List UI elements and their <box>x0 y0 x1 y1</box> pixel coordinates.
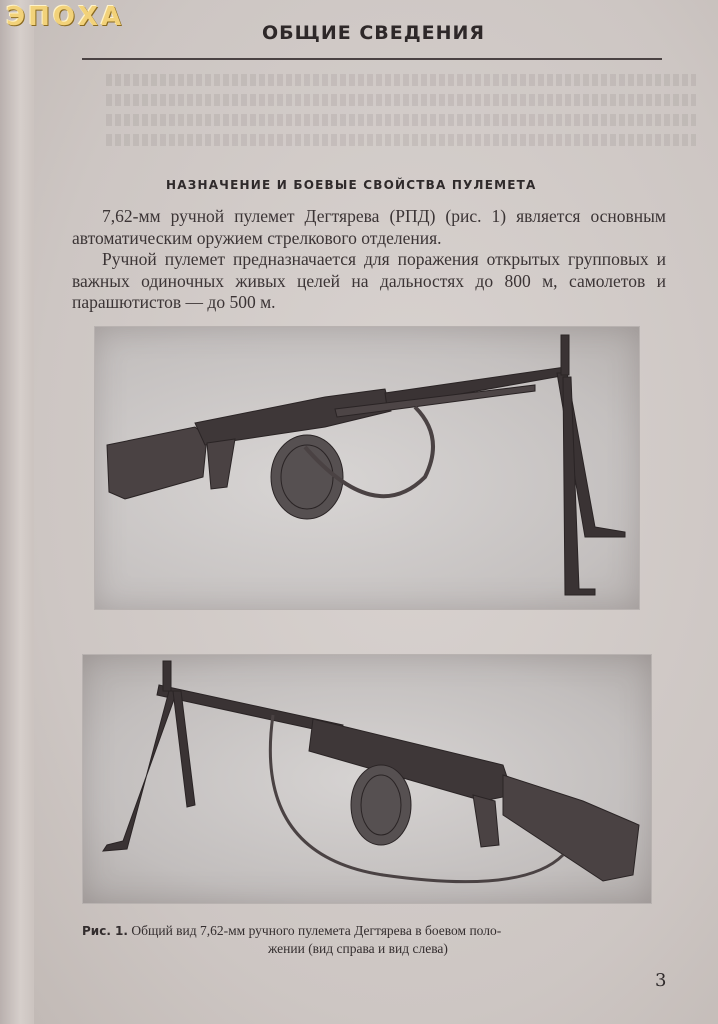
section-heading: НАЗНАЧЕНИЕ И БОЕВЫЕ СВОЙСТВА ПУЛЕМЕТА <box>166 178 537 192</box>
figure-label: Рис. 1. <box>82 924 128 938</box>
header-divider <box>82 58 662 60</box>
figure-photo-right-view <box>94 326 640 610</box>
book-spine <box>0 0 35 1024</box>
paragraph-targets: Ручной пулемет предназначается для поражения открытых групповых и важных одиночных живых целей на дальностях до 800 м, самолетов и парашютистов — до 500 м. <box>72 249 666 312</box>
caption-line-2: жении (вид справа и вид слева) <box>268 941 448 956</box>
body-text <box>72 206 666 314</box>
bleed-through-text <box>106 66 696 156</box>
figure-caption <box>82 922 654 958</box>
machine-gun-left-view-illustration <box>83 655 651 903</box>
page-header-title: ОБЩИЕ СВЕДЕНИЯ <box>262 22 486 44</box>
caption-line-1: Общий вид 7,62-мм ручного пулемета Дегтярева в боевом поло- <box>131 923 502 938</box>
machine-gun-right-view-illustration <box>95 327 639 609</box>
watermark-logo: ЭПОХА <box>6 2 125 32</box>
paragraph-purpose: 7,62-мм ручной пулемет Дегтярева (РПД) (рис. 1) является основным автоматическим оружием стрелкового отделения. <box>72 206 666 248</box>
figure-photo-left-view <box>82 654 652 904</box>
page-number: 3 <box>655 970 667 991</box>
